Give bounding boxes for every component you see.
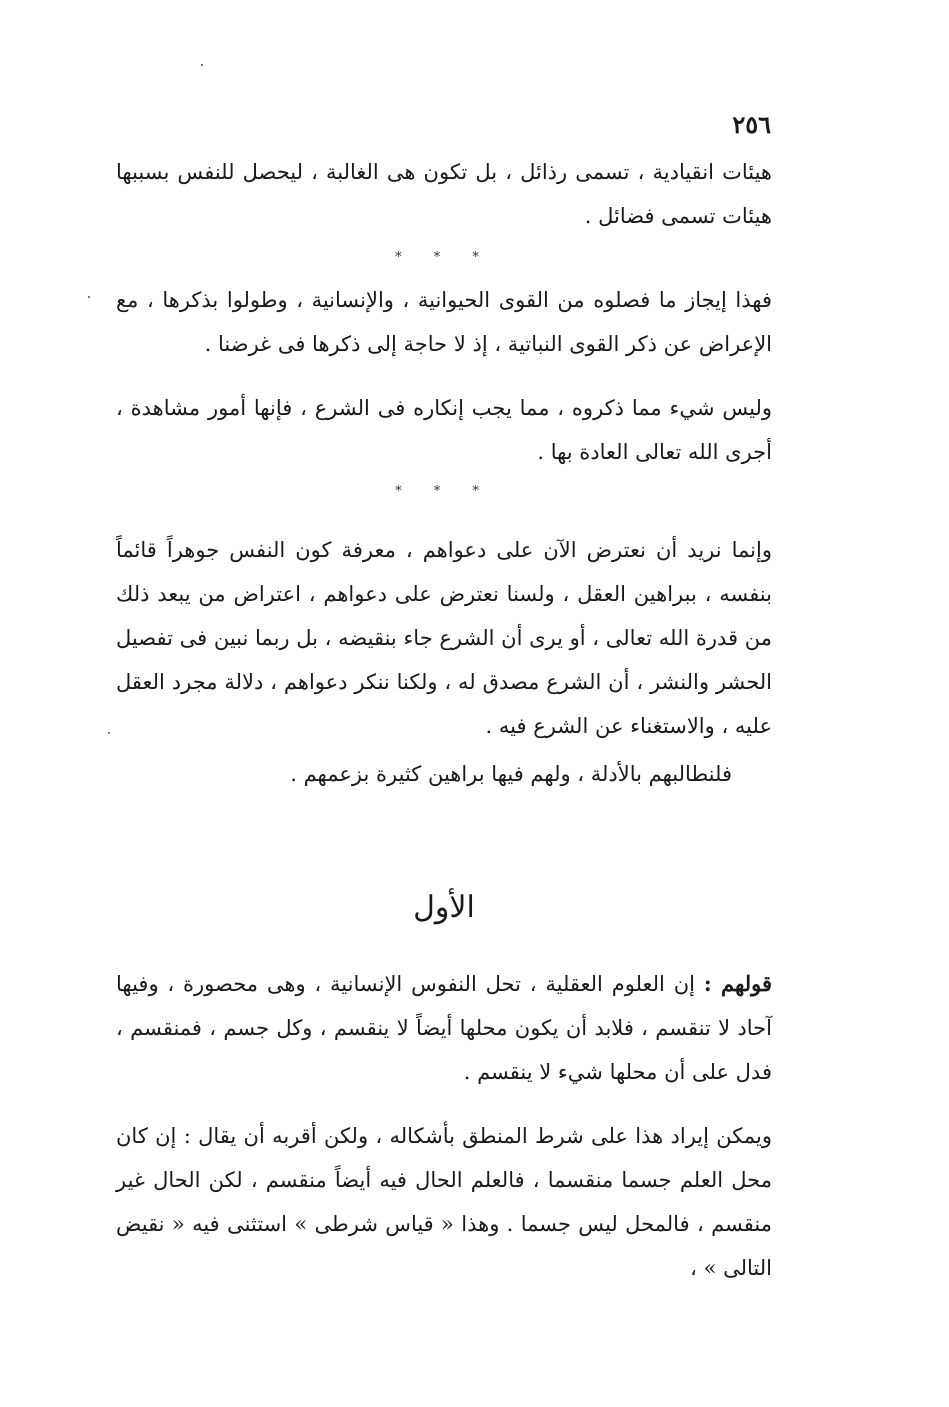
paragraph-2-text: فهذا إيجاز ما فصلوه من القوى الحيوانية ، والإنسانية ، وطولوا بذكرها ، مع الإعراض عن ذكر القوى النباتية ، إذ لا حاجة إلى ذكرها فى غرضنا . bbox=[116, 288, 772, 356]
scan-speck bbox=[88, 296, 90, 298]
paragraph-1-text: هيئات انقيادية ، تسمى رذائل ، بل تكون هى الغالبة ، ليحصل للنفس بسببها هيئات تسمى فضائل . bbox=[116, 160, 772, 228]
separator-stars-2: * * * bbox=[395, 484, 493, 499]
paragraph-5-text: فلنطالبهم بالأدلة ، ولهم فيها براهين كثيرة بزعمهم . bbox=[290, 762, 732, 786]
lead-word: قولهم : bbox=[703, 971, 772, 996]
separator-stars-1: * * * bbox=[395, 250, 493, 265]
paragraph-7-text: ويمكن إيراد هذا على شرط المنطق بأشكاله ، ولكن أقربه أن يقال : إن كان محل العلم جسما منقسما ، فالعلم الحال فيه أيضاً منقسم ، لكن الحال غير منقسم ، فالمحل ليس جسما . وهذا « قياس شرطى » استثنى فيه « نقيض التالى » ، bbox=[116, 1124, 772, 1280]
page-number: ٢٥٦ bbox=[732, 110, 771, 139]
paragraph-6-text bbox=[116, 962, 772, 1094]
paragraph-3 bbox=[116, 386, 772, 474]
paragraph-4-text: وإنما نريد أن نعترض الآن على دعواهم ، معرفة كون النفس جوهراً قائماً بنفسه ، ببراهين العقل ، ولسنا نعترض على دعواهم ، اعتراض من يبعد ذلك من قدرة الله تعالى ، أو يرى أن الشرع جاء بنقيضه ، بل ربما نبين فى تفصيل الحشر والنشر ، أن الشرع مصدق له ، ولكنا ننكر دعواهم ، دلالة مجرد العقل عليه ، والاستغناء عن الشرع فيه . bbox=[116, 538, 772, 738]
paragraph-1 bbox=[116, 150, 772, 238]
paragraph-7 bbox=[116, 1114, 772, 1290]
scan-speck bbox=[108, 732, 110, 734]
paragraph-3-text: وليس شيء مما ذكروه ، مما يجب إنكاره فى الشرع ، فإنها أمور مشاهدة ، أجرى الله تعالى العادة بها . bbox=[116, 396, 772, 464]
paragraph-5 bbox=[116, 752, 772, 796]
paragraph-2 bbox=[116, 278, 772, 366]
paragraph-6 bbox=[116, 962, 772, 1094]
paragraph-4 bbox=[116, 528, 772, 748]
scan-speck bbox=[201, 64, 203, 66]
paragraph-6-body: إن العلوم العقلية ، تحل النفوس الإنسانية ، وهى محصورة ، وفيها آحاد لا تنقسم ، فلابد أن يكون محلها أيضاً لا ينقسم ، وكل جسم ، فمنقسم ، فدل على أن محلها شيء لا ينقسم . bbox=[116, 972, 772, 1084]
section-heading: الأول bbox=[413, 890, 475, 925]
